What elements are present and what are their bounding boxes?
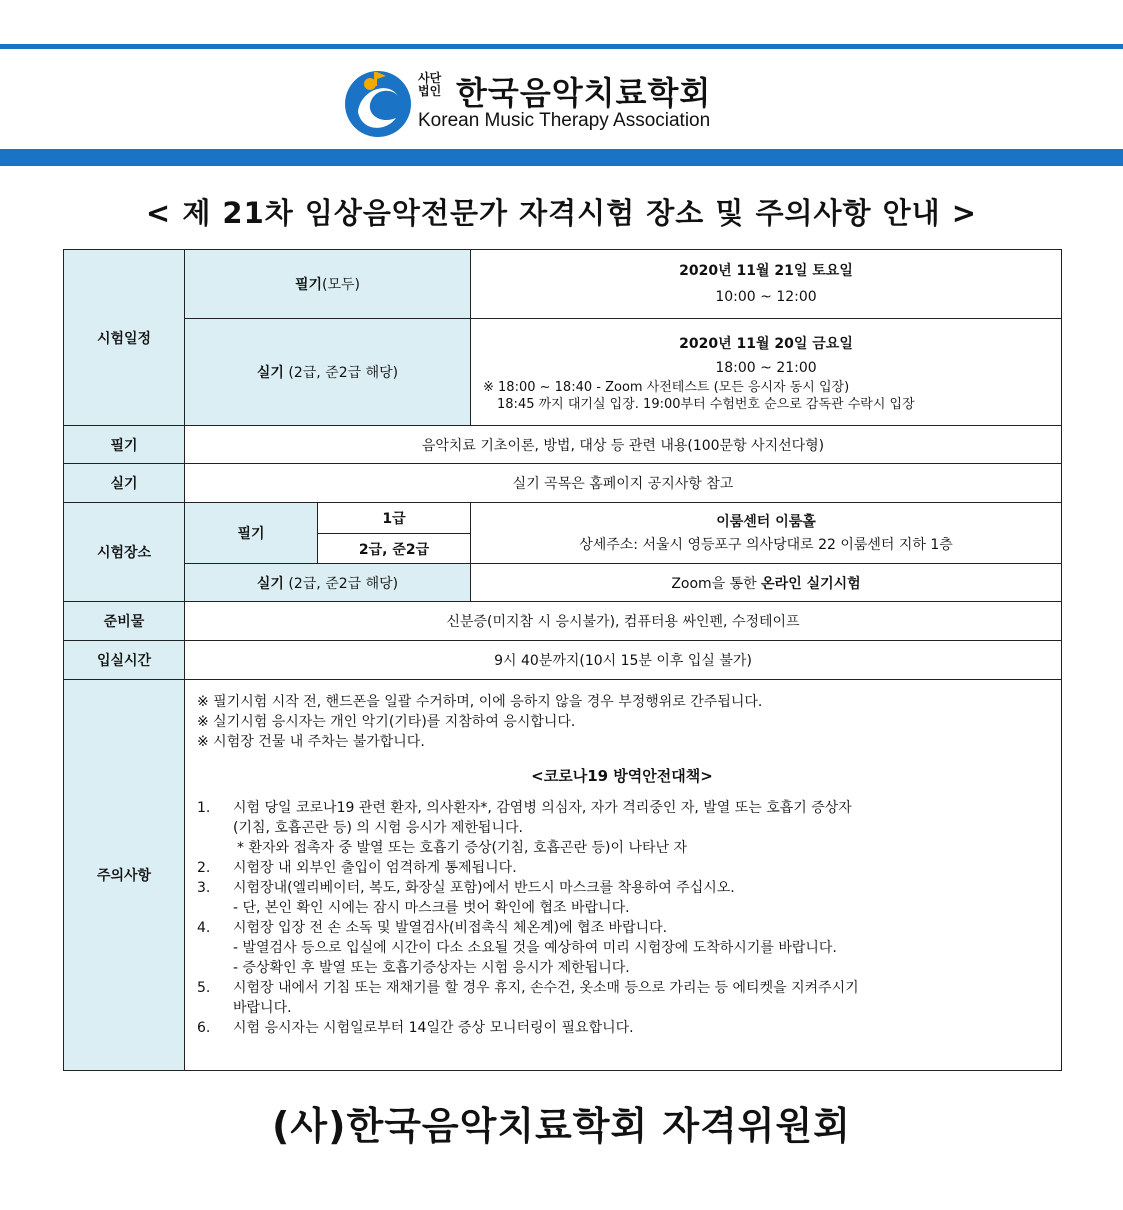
covid-section-title: <코로나19 방역안전대책>: [531, 767, 713, 785]
supplies-row: [64, 602, 1062, 641]
schedule-practical-label: [185, 319, 471, 426]
venue-online: [471, 564, 1062, 602]
list-number: 1.: [197, 800, 211, 816]
practical-note-2: 18:45 까지 대기실 입장. 19:00부터 수험번호 순으로 감독관 수락시 입장: [497, 397, 915, 412]
list-item: [197, 1018, 1047, 1038]
written-heading: 필기: [64, 426, 185, 464]
general-note: ※ 시험장 건물 내 주차는 불가합니다.: [197, 734, 425, 750]
schedule-written-row: [64, 250, 1062, 319]
notes-heading: 주의사항: [64, 680, 185, 1071]
schedule-written-value: [471, 250, 1062, 319]
practical-label-bold: 실기: [256, 365, 284, 381]
practical-row: [64, 464, 1062, 503]
org-name-korean: 한국음악치료학회: [456, 74, 712, 112]
venue-address: 상세주소: 서울시 영등포구 의사당대로 22 이룸센터 지하 1층: [579, 537, 953, 553]
list-number: 2.: [197, 860, 211, 876]
venue-practical-row: [64, 564, 1062, 602]
general-note: ※ 실기시험 응시자는 개인 악기(기타)를 지참하여 응시합니다.: [197, 714, 576, 730]
page-title: < 제 21차 임상음악전문가 자격시험 장소 및 주의사항 안내 >: [145, 196, 978, 230]
venue-location: [471, 503, 1062, 564]
issuer-footer: (사)한국음악치료학회 자격위원회: [272, 1104, 851, 1148]
list-line: 시험장 내 외부인 출입이 엄격하게 통제됩니다.: [233, 860, 517, 876]
venue-online-prefix: Zoom을 통한: [671, 575, 762, 592]
association-logo: [340, 64, 790, 144]
list-line: (기침, 호흡곤란 등) 의 시험 응시가 제한됩니다.: [233, 820, 523, 836]
top-rule: [0, 44, 1123, 49]
list-line: - 단, 본인 확인 시에는 잠시 마스크를 벗어 확인에 협조 바랍니다.: [233, 900, 630, 916]
list-line: 시험 응시자는 시험일로부터 14일간 증상 모니터링이 필요합니다.: [233, 1020, 634, 1036]
written-date: 2020년 11월 21일 토요일: [679, 263, 853, 279]
notes-content: [185, 680, 1062, 1071]
list-number: 5.: [197, 980, 211, 996]
notes-row: [64, 680, 1062, 1071]
written-content: 음악치료 기초이론, 방법, 대상 등 관련 내용(100문항 사지선다형): [185, 426, 1062, 464]
practical-content: 실기 곡목은 홈페이지 공지사항 참고: [185, 464, 1062, 503]
practical-time: 18:00 ~ 21:00: [715, 360, 817, 376]
covid-measures-list: [197, 798, 1047, 1038]
list-line: 시험 당일 코로나19 관련 환자, 의사환자*, 감염병 의심자, 자가 격리중인 자, 발열 또는 호흡기 증상자: [233, 800, 852, 816]
list-item: [197, 918, 1047, 978]
venue-practical-label-rest: (2급, 준2급 해당): [283, 575, 399, 592]
written-row: [64, 426, 1062, 464]
schedule-written-label: [185, 250, 471, 319]
supplies-heading: 준비물: [64, 602, 185, 641]
list-line: - 발열검사 등으로 입실에 시간이 다소 소요될 것을 예상하여 미리 시험장에 도착하시기를 바랍니다.: [233, 940, 837, 956]
list-line: 바랍니다.: [233, 1000, 292, 1016]
venue-grade-2: 2급, 준2급: [318, 534, 471, 564]
venue-practical-label-bold: 실기: [256, 575, 284, 592]
list-line: * 환자와 접촉자 중 발열 또는 호흡기 증상(기침, 호흡곤란 등)이 나타난 자: [237, 840, 687, 856]
list-number: 3.: [197, 880, 211, 896]
written-label-rest: (모두): [322, 277, 361, 293]
list-line: - 증상확인 후 발열 또는 호흡기증상자는 시험 응시가 제한됩니다.: [233, 960, 630, 976]
list-line: 시험장내(엘리베이터, 복도, 화장실 포함)에서 반드시 마스크를 착용하여 주십시오.: [233, 880, 735, 896]
entry-heading: 입실시간: [64, 641, 185, 680]
venue-name: 이룸센터 이룸홀: [716, 514, 816, 530]
schedule-practical-value: [471, 319, 1062, 426]
list-item: [197, 798, 1047, 858]
music-therapy-logo-icon: [340, 66, 414, 140]
general-note: ※ 필기시험 시작 전, 핸드폰을 일괄 수거하며, 이에 응하지 않을 경우 부정행위로 간주됩니다.: [197, 694, 763, 710]
schedule-heading: 시험일정: [64, 250, 185, 426]
practical-heading: 실기: [64, 464, 185, 503]
list-item: [197, 878, 1047, 918]
practical-label-rest: (2급, 준2급 해당): [283, 365, 399, 381]
practical-note-1: ※ 18:00 ~ 18:40 - Zoom 사전테스트 (모든 응시자 동시 입장): [483, 380, 850, 395]
exam-info-table: [63, 249, 1062, 1071]
venue-grade1-row: [64, 503, 1062, 534]
schedule-practical-row: [64, 319, 1062, 426]
list-number: 4.: [197, 920, 211, 936]
venue-heading: 시험장소: [64, 503, 185, 602]
venue-grade-1: 1급: [318, 503, 471, 534]
venue-practical-label: [185, 564, 471, 602]
entry-row: [64, 641, 1062, 680]
header-band: [0, 149, 1123, 166]
list-item: [197, 858, 1047, 878]
written-label-bold: 필기: [294, 277, 323, 293]
list-item: [197, 978, 1047, 1018]
org-type-label: 사단법인: [418, 71, 442, 98]
list-line: 시험장 내에서 기침 또는 재채기를 할 경우 휴지, 손수건, 옷소매 등으로 가리는 등 에티켓을 지켜주시기: [233, 980, 859, 996]
venue-online-bold: 온라인 실기시험: [761, 575, 861, 592]
list-line: 시험장 입장 전 손 소독 및 발열검사(비접촉식 체온계)에 협조 바랍니다.: [233, 920, 668, 936]
supplies-content: 신분증(미지참 시 응시불가), 컴퓨터용 싸인펜, 수정테이프: [185, 602, 1062, 641]
written-time: 10:00 ~ 12:00: [715, 289, 817, 305]
venue-written-label: 필기: [185, 503, 318, 564]
org-name-english: Korean Music Therapy Association: [418, 110, 711, 131]
practical-date: 2020년 11월 20일 금요일: [679, 336, 853, 352]
list-number: 6.: [197, 1020, 211, 1036]
entry-content: 9시 40분까지(10시 15분 이후 입실 불가): [185, 641, 1062, 680]
